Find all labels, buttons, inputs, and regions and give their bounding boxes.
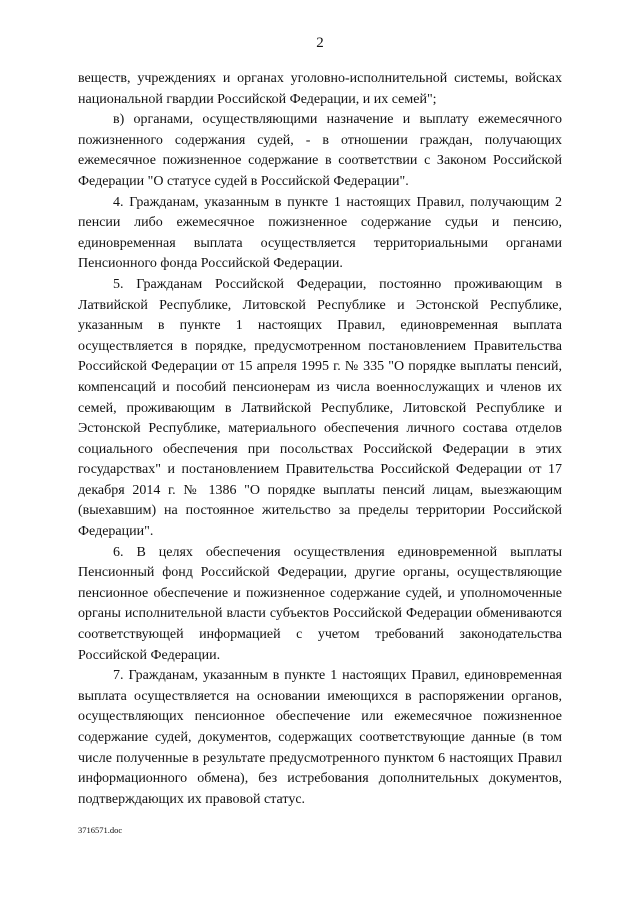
document-file-code: 3716571.doc [78,825,123,835]
paragraph-subitem-v: в) органами, осуществляющими назначение и выплату ежемесячного пожизненного содержания судей, - в отношении граждан, получающих ежемесячное пожизненное содержание в соответствии с Законом Российской Федерации "О статусе судей в Российской Федерации". [78,112,562,189]
paragraph-continuation: веществ, учреждениях и органах уголовно-исполнительной системы, войсках национальной гвардии Российской Федерации, и их семей"; [78,71,562,107]
paragraph-item-4: 4. Гражданам, указанным в пункте 1 настоящих Правил, получающим 2 пенсии либо ежемесячное пожизненное содержание судьи и пенсию, единовременная выплата осуществляется территориальными органами Пенсионного фонда Российской Федерации. [78,194,562,272]
page-number: 2 [316,35,324,51]
document-body [78,69,562,810]
paragraph-item-6: 6. В целях обеспечения осуществления единовременной выплаты Пенсионный фонд Российской Федерации, другие органы, осуществляющие пенсионное обеспечение и пожизненное содержание судей, и уполномоченные органы исполнительной власти субъектов Российской Федерации обмениваются соответствующей информацией с учетом требований законодательства Российской Федерации. [78,544,562,663]
paragraph-item-5: 5. Гражданам Российской Федерации, постоянно проживающим в Латвийской Республике, Литовской Республике и Эстонской Республике, указанным в пункте 1 настоящих Правил, единовременная выплата осуществляется в порядке, предусмотренном постановлением Правительства Российской Федерации от 15 апреля 1995 г. № 335 "О порядке выплаты пенсий, компенсаций и пособий пенсионерам из числа военнослужащих и членов их семей, проживающим в Латвийской Республике, Литовской Республике и Эстонской Республике, материального обеспечения личного состава отделов социального обеспечения при посольствах Российской Федерации в этих государствах" и постановлением Правительства Российской Федерации от 17 декабря 2014 г. № 1386 "О порядке выплаты пенсий лицам, выезжающим (выехавшим) на постоянное жительство за пределы территории Российской Федерации". [78,276,562,540]
paragraph-item-7: 7. Гражданам, указанным в пункте 1 настоящих Правил, единовременная выплата осуществляется на основании имеющихся в распоряжении органов, осуществляющих пенсионное обеспечение или ежемесячное пожизненное содержание судей, документов, содержащих соответствующие данные (в том числе полученные в результате предусмотренного пунктом 6 настоящих Правил информационного обмена), без истребования дополнительных документов, подтверждающих их правовой статус. [78,668,562,807]
